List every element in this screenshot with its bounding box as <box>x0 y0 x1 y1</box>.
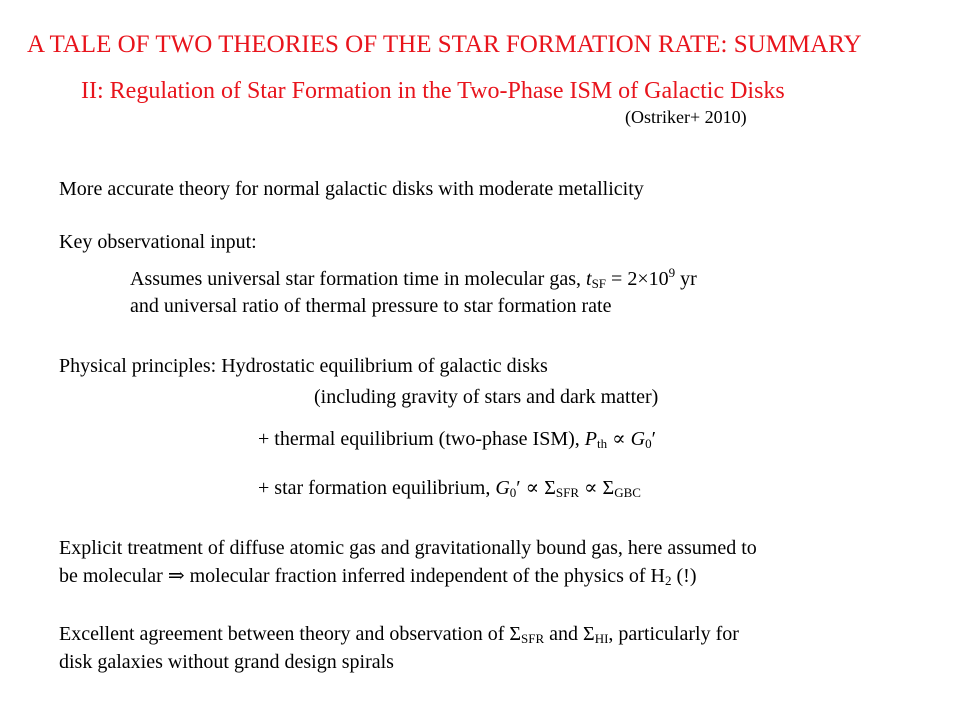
agreement-line-1 <box>59 621 739 647</box>
proportional-symbol: ∝ <box>607 428 631 450</box>
g-subscript: 0 <box>509 485 517 500</box>
slide-title: A TALE OF TWO THEORIES OF THE STAR FORMATION RATE: SUMMARY <box>27 31 862 58</box>
equation-text: + star formation equilibrium, <box>258 477 496 499</box>
explicit-treatment-line-1: Explicit treatment of diffuse atomic gas and gravitationally bound gas, here assumed to <box>59 537 757 559</box>
exponent: 9 <box>668 265 676 280</box>
t-subscript: SF <box>591 276 607 291</box>
line-text: be molecular <box>59 565 168 587</box>
physical-principles-note: (including gravity of stars and dark matter) <box>314 386 659 408</box>
thermal-equilibrium-equation <box>258 426 656 452</box>
value-text: = 2×10 <box>606 268 669 290</box>
proportional-sigma: ∝ Σ <box>579 477 615 499</box>
g-variable: G <box>495 477 510 499</box>
g-variable: G <box>630 428 646 450</box>
key-input-text: Assumes universal star formation time in molecular gas, <box>130 268 587 290</box>
prime-symbol: ′ <box>651 428 656 450</box>
explicit-treatment-line-2 <box>59 563 696 589</box>
proportional-sigma: ∝ Σ <box>520 477 556 499</box>
g-subscript: 0 <box>645 436 652 451</box>
slide-subtitle: II: Regulation of Star Formation in the Two-Phase ISM of Galactic Disks <box>81 78 785 104</box>
agreement-line-2: disk galaxies without grand design spirals <box>59 651 394 673</box>
p-variable: P <box>584 428 597 450</box>
line-text: molecular fraction inferred independent of the physics of H <box>184 565 665 587</box>
implies-arrow-icon: ⇒ <box>167 565 185 587</box>
key-input-line-1 <box>130 266 697 292</box>
line-text: and Σ <box>544 623 595 645</box>
unit-text: yr <box>675 268 697 290</box>
heading-physical-principles: Physical principles: Hydrostatic equilibrium of galactic disks <box>59 355 548 377</box>
line-end: (!) <box>671 565 697 587</box>
line-text: , particularly for <box>608 623 739 645</box>
p-subscript: th <box>597 436 608 451</box>
gbc-subscript: GBC <box>614 485 641 500</box>
key-input-line-2: and universal ratio of thermal pressure to star formation rate <box>130 295 612 317</box>
sfr-subscript: SFR <box>521 631 545 646</box>
equation-text: + thermal equilibrium (two-phase ISM), <box>258 428 585 450</box>
star-formation-equilibrium-equation <box>258 475 641 501</box>
citation: (Ostriker+ 2010) <box>625 107 747 127</box>
h2-subscript: 2 <box>665 573 672 588</box>
hi-subscript: HI <box>594 631 609 646</box>
heading-key-input: Key observational input: <box>59 231 257 253</box>
prime-symbol: ′ <box>516 477 521 499</box>
paragraph-accurate-theory: More accurate theory for normal galactic disks with moderate metallicity <box>59 178 644 200</box>
line-text: Excellent agreement between theory and observation of Σ <box>59 623 522 645</box>
sfr-subscript: SFR <box>555 485 579 500</box>
t-variable: t <box>586 268 592 290</box>
